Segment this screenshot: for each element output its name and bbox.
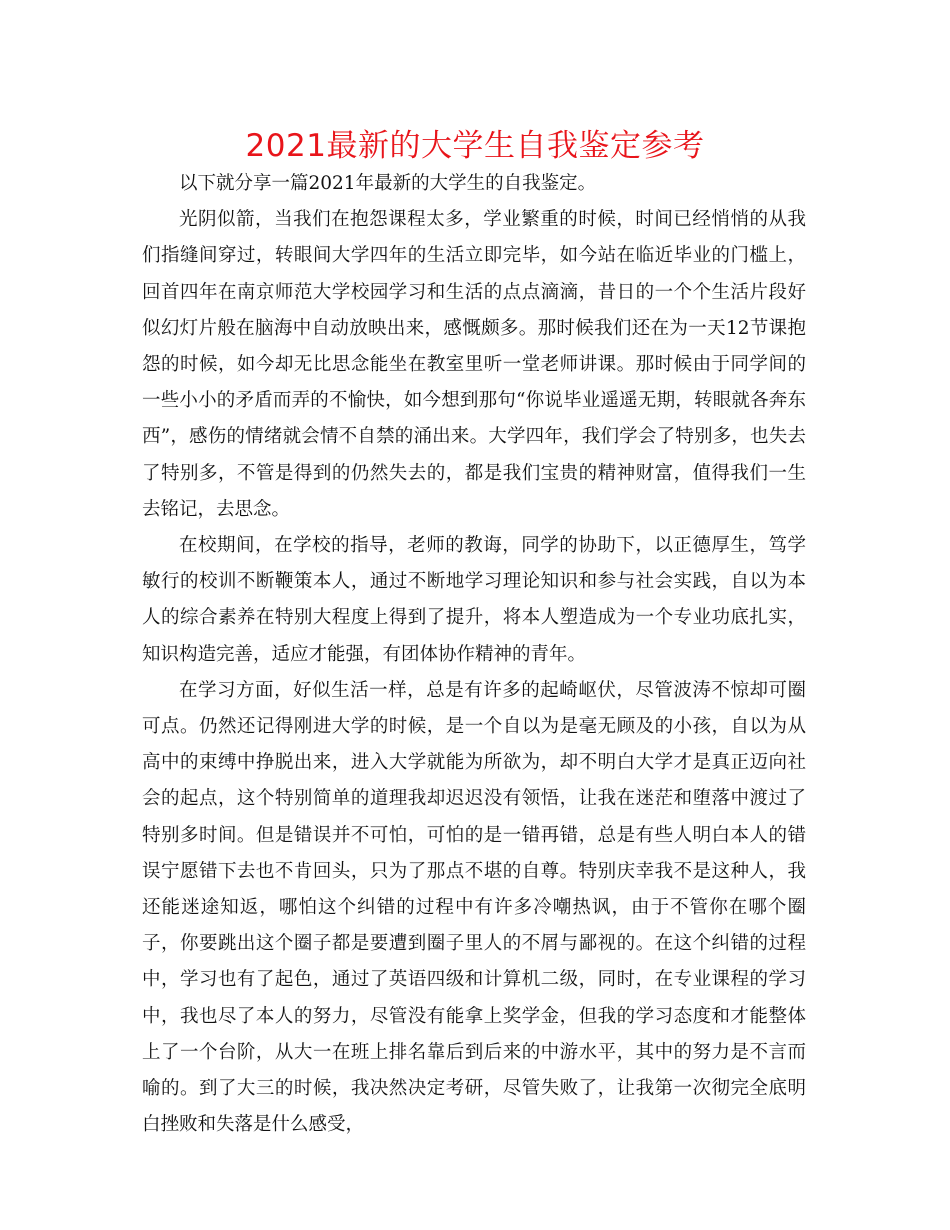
document-body bbox=[142, 166, 806, 1143]
paragraph-time-passing: 光阴似箭，当我们在抱怨课程太多，学业繁重的时候，时间已经悄悄的从我们指缝间穿过，转眼间大学四年的生活立即完毕，如今站在临近毕业的门槛上，回首四年在南京师范大学校园学习和生活的点点滴滴，昔日的一个个生活片段好似幻灯片般在脑海中自动放映出来，感慨颇多。那时候我们还在为一天12节课抱怨的时候，如今却无比思念能坐在教室里听一堂老师讲课。那时候由于同学间的一些小小的矛盾而弄的不愉快，如今想到那句“你说毕业遥遥无期，转眼就各奔东西”，感伤的情绪就会情不自禁的涌出来。大学四年，我们学会了特别多，也失去了特别多，不管是得到的仍然失去的，都是我们宝贵的精神财富，值得我们一生去铭记，去思念。 bbox=[142, 209, 806, 520]
paragraph-intro: 以下就分享一篇2021年最新的大学生的自我鉴定。 bbox=[179, 173, 597, 194]
paragraph-school-guidance: 在校期间，在学校的指导，老师的教诲，同学的协助下，以正德厚生，笃学敏行的校训不断鞭策本人，通过不断地学习理论知识和参与社会实践，自以为本人的综合素养在特别大程度上得到了提升，将本人塑造成为一个专业功底扎实，知识构造完善，适应才能强，有团体协作精神的青年。 bbox=[142, 535, 806, 665]
paragraph-study: 在学习方面，好似生活一样，总是有许多的起崎岖伏，尽管波涛不惊却可圈可点。仍然还记得刚进大学的时候，是一个自以为是毫无顾及的小孩，自以为从高中的束缚中挣脱出来，进入大学就能为所欲为，却不明白大学才是真正迈向社会的起点，这个特别简单的道理我却迟迟没有领悟，让我在迷茫和堕落中渡过了特别多时间。但是错误并不可怕，可怕的是一错再错，总是有些人明白本人的错误宁愿错下去也不肯回头，只为了那点不堪的自尊。特别庆幸我不是这种人，我还能迷途知返，哪怕这个纠错的过程中有许多冷嘲热讽，由于不管你在哪个圈子，你要跳出这个圈子都是要遭到圈子里人的不屑与鄙视的。在这个纠错的过程中，学习也有了起色，通过了英语四级和计算机二级，同时，在专业课程的学习中，我也尽了本人的努力，尽管没有能拿上奖学金，但我的学习态度和才能整体上了一个台阶，从大一在班上排名靠后到后来的中游水平，其中的努力是不言而喻的。到了大三的时候，我决然决定考研，尽管失败了，让我第一次彻完全底明白挫败和失落是什么感受， bbox=[142, 679, 806, 1136]
document-title: 2021最新的大学生自我鉴定参考 bbox=[245, 128, 705, 164]
